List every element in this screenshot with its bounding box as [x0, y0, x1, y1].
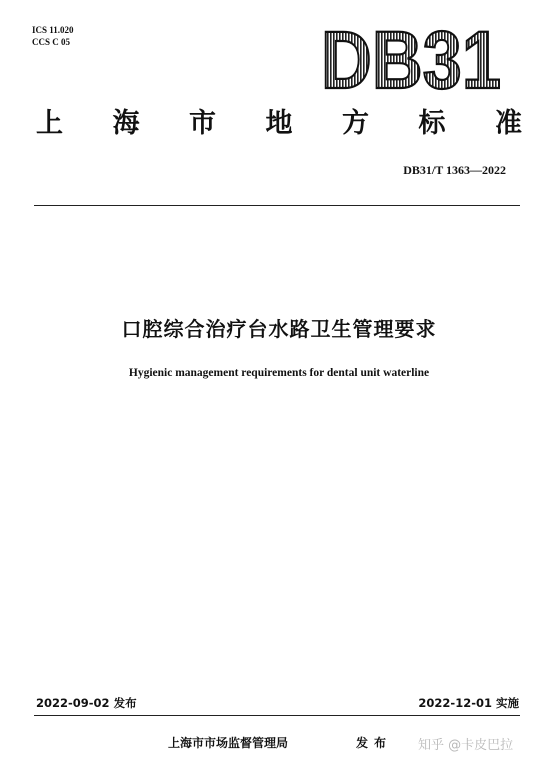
db31-logo: [318, 15, 504, 106]
authority-title: [36, 104, 522, 144]
authority-char: 海: [112, 108, 140, 139]
ics-code: ICS 11.020: [32, 25, 74, 35]
publisher: 上海市市场监督管理局: [168, 736, 289, 750]
bottom-divider: [34, 715, 520, 716]
authority-char: 方: [342, 108, 369, 139]
ccs-code: CCS C 05: [32, 37, 71, 47]
english-title: Hygienic management requirements for dental unit waterline: [128, 367, 430, 379]
authority-char: 准: [495, 108, 522, 139]
logo-text: DB31: [321, 15, 501, 106]
authority-char: 标: [418, 108, 446, 139]
authority-char: 市: [189, 108, 216, 139]
watermark: 知乎 @卡皮巴拉: [418, 738, 514, 753]
classification-codes: [32, 24, 74, 48]
publish-label: 发布: [356, 736, 393, 750]
implementation-date: 2022-12-01 实施: [418, 696, 519, 710]
standard-number: DB31/T 1363—2022: [403, 163, 506, 177]
authority-char: 地: [265, 108, 293, 139]
chinese-title: 口腔综合治疗台水路卫生管理要求: [121, 317, 437, 341]
issue-date: 2022-09-02 发布: [36, 696, 137, 710]
top-divider: [34, 205, 520, 206]
authority-char: 上: [36, 108, 63, 139]
